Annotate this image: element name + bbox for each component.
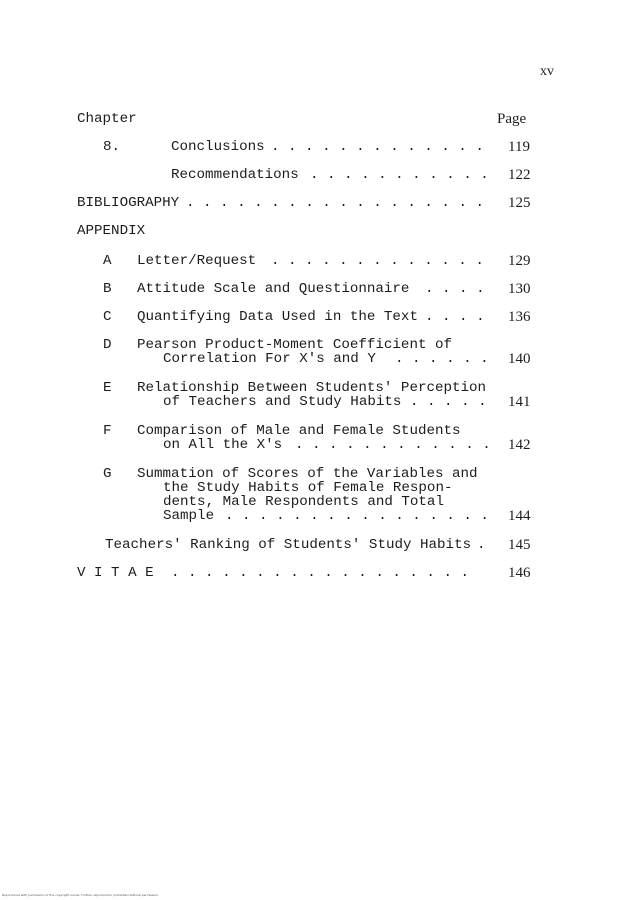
- toc-entry-appendix-b: [0, 281, 619, 297]
- toc-entry-title: dents, Male Respondents and Total: [163, 494, 444, 510]
- toc-entry-title: Pearson Product-Moment Coefficient of: [137, 337, 453, 353]
- toc-entry-label: A: [103, 253, 112, 269]
- toc-entry-label: E: [103, 380, 112, 396]
- toc-entry-label: F: [103, 423, 112, 439]
- toc-entry-title: Conclusions: [171, 139, 265, 155]
- reproduction-notice: Reproduced with permission of the copyright owner. Further reproduction prohibited without permission.: [2, 893, 160, 897]
- toc-entry-page: 146: [508, 565, 531, 581]
- toc-entry-page: 145: [508, 537, 531, 553]
- toc-entry-label: 8.: [103, 139, 121, 155]
- toc-entry-leader: . . . .: [425, 281, 485, 297]
- toc-entry-label: G: [103, 466, 112, 482]
- toc-entry-appendix-c: [0, 309, 619, 325]
- toc-entry-leader: . . . . . . . . . . . . . . . . . .: [171, 565, 469, 581]
- toc-entry-teachers-ranking: [0, 537, 619, 553]
- toc-entry-label: C: [103, 309, 112, 325]
- toc-entry-vitae: [0, 565, 619, 581]
- toc-entry-page: 129: [508, 253, 531, 269]
- toc-entry-page: 119: [508, 139, 530, 155]
- toc-entry-page: 141: [508, 394, 531, 410]
- toc-entry-appendix-a: [0, 253, 619, 269]
- toc-entry-title: Letter/Request: [137, 253, 257, 269]
- toc-entry-title: Attitude Scale and Questionnaire: [137, 281, 410, 297]
- toc-entry-title: Summation of Scores of the Variables and: [137, 466, 478, 482]
- toc-entry-title: Recommendations: [171, 167, 299, 183]
- toc-entry-leader: . . . . . . . . . . . . . . . . . .: [186, 195, 484, 211]
- toc-entry-page: 122: [508, 167, 531, 183]
- toc-entry-page: 140: [508, 351, 531, 367]
- toc-entry-appendix: [0, 223, 619, 239]
- toc-entry-bibliography: [0, 195, 619, 211]
- toc-entry-title: BIBLIOGRAPHY: [77, 195, 180, 211]
- chapter-column-header: Chapter: [77, 111, 137, 127]
- toc-entry-recommendations: [0, 167, 619, 183]
- toc-entry-title: Sample: [163, 508, 215, 524]
- toc-entry-leader: . . . .: [425, 309, 485, 325]
- toc-entry-leader: .: [477, 537, 486, 553]
- toc-entry-title: Teachers' Ranking of Students' Study Habits: [105, 537, 472, 553]
- toc-entry-appendix-d-cont: [0, 351, 619, 367]
- toc-entry-title: APPENDIX: [77, 223, 146, 239]
- toc-entry-title: V I T A E: [77, 565, 154, 581]
- toc-entry-page: 144: [508, 508, 531, 524]
- page-number: xv: [540, 64, 554, 79]
- toc-entry-page: 125: [508, 195, 531, 211]
- toc-entry-label: B: [103, 281, 112, 297]
- toc-entry-conclusions: [0, 139, 619, 155]
- toc-entry-label: D: [103, 337, 112, 353]
- toc-entry-title: on All the X's: [163, 437, 283, 453]
- toc-entry-page: 130: [508, 281, 531, 297]
- toc-entry-title: the Study Habits of Female Respon-: [163, 480, 453, 496]
- toc-entry-appendix-e-cont: [0, 394, 619, 410]
- toc-entry-title: Comparison of Male and Female Students: [137, 423, 461, 439]
- toc-entry-leader: . . . . . . . . . . . .: [295, 437, 491, 453]
- toc-entry-leader: . . . . . . . . . . . . . . . .: [225, 508, 489, 524]
- toc-entry-title: of Teachers and Study Habits: [163, 394, 402, 410]
- toc-entry-leader: . . . . . . . . . . . . .: [271, 253, 484, 269]
- toc-entry-appendix-f-cont: [0, 437, 619, 453]
- toc-entry-leader: . . . . .: [410, 394, 487, 410]
- toc-entry-title: Quantifying Data Used in the Text: [137, 309, 418, 325]
- toc-entry-title: Correlation For X's and Y: [163, 351, 376, 367]
- toc-entry-page: 142: [508, 437, 531, 453]
- toc-entry-leader: . . . . . . . . . . .: [310, 167, 489, 183]
- toc-entry-leader: . . . . . .: [395, 351, 489, 367]
- page-column-header: Page: [497, 111, 527, 127]
- toc-entry-title: Relationship Between Students' Perception: [137, 380, 487, 396]
- toc-entry-leader: . . . . . . . . . . . . .: [271, 139, 484, 155]
- toc-entry-appendix-g-line4: [0, 508, 619, 524]
- toc-entry-page: 136: [508, 309, 531, 325]
